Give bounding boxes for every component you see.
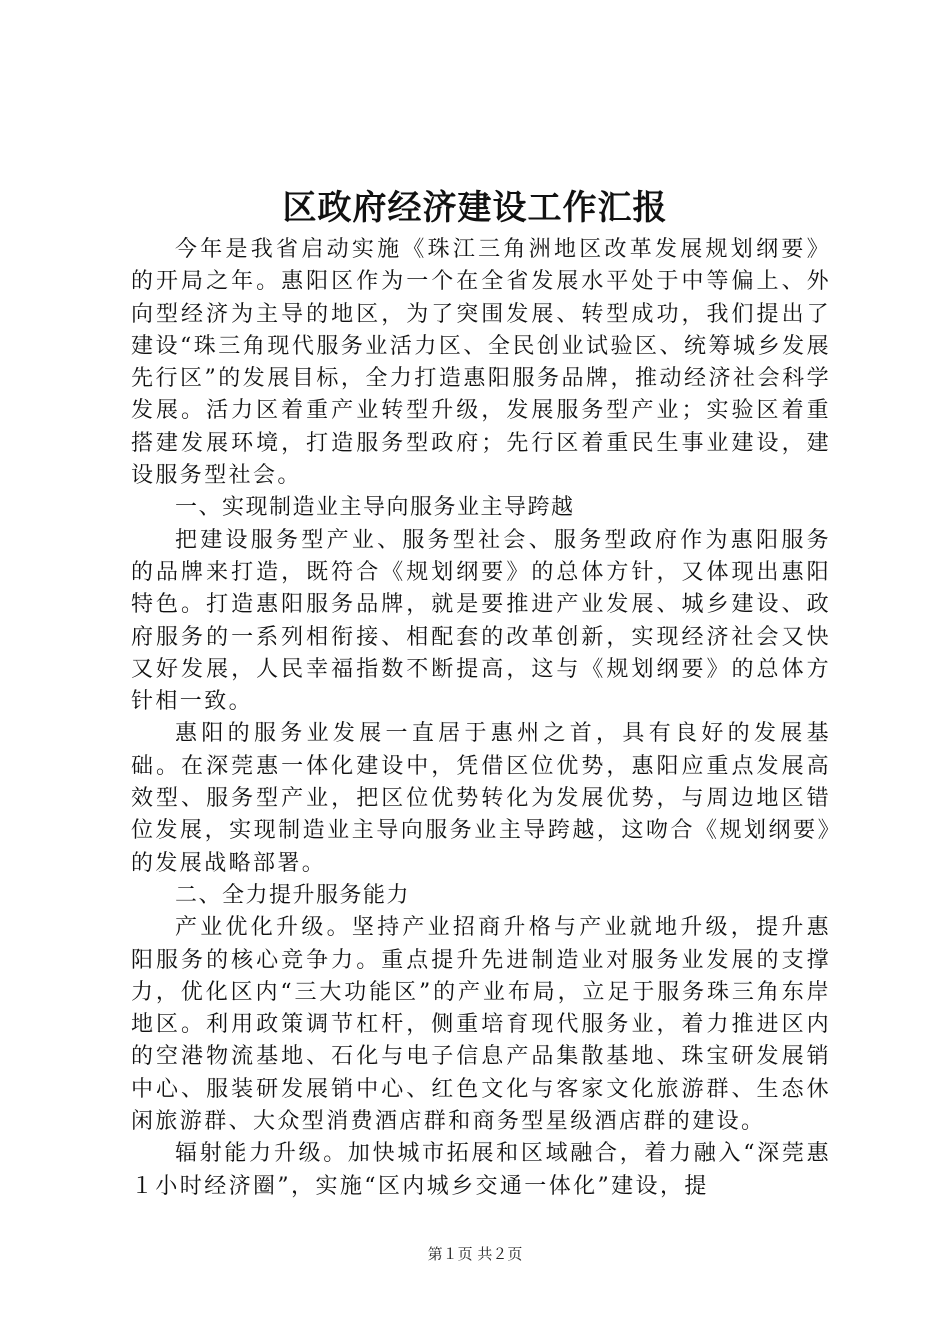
paragraph-industry-upgrade: 产业优化升级。坚持产业招商升格与产业就地升级，提升惠阳服务的核心竞争力。重点提升先进制造业对服务业发展的支撑力，优化区内“三大功能区”的产业布局，立足于服务珠三角东岸地区。利用政策调节杠杆，侧重培育现代服务业，着力推进区内的空港物流基地、石化与电子信息产品集散基地、珠宝研发展销中心、服装研发展销中心、红色文化与客家文化旅游群、生态休闲旅游群、大众型消费酒店群和商务型星级酒店群的建设。 [131, 915, 831, 1135]
paragraph-service-brand: 把建设服务型产业、服务型社会、服务型政府作为惠阳服务的品牌来打造，既符合《规划纲要》的总体方针，又体现出惠阳特色。打造惠阳服务品牌，就是要推进产业发展、城乡建设、政府服务的一系列相衔接、相配套的改革创新，实现经济社会又快又好发展，人民幸福指数不断提高，这与《规划纲要》的总体方针相一致。 [131, 527, 831, 715]
page-number-footer: 第１页 共２页 [427, 1245, 523, 1263]
document-title: 区政府经济建设工作汇报 [282, 188, 668, 228]
document-body [131, 234, 831, 1203]
paragraph-intro: 今年是我省启动实施《珠江三角洲地区改革发展规划纲要》的开局之年。惠阳区作为一个在全省发展水平处于中等偏上、外向型经济为主导的地区，为了突围发展、转型成功，我们提出了建设“珠三角现代服务业活力区、全民创业试验区、统筹城乡发展先行区”的发展目标，全力打造惠阳服务品牌，推动经济社会科学发展。活力区着重产业转型升级，发展服务型产业；实验区着重搭建发展环境，打造服务型政府；先行区着重民生事业建设，建设服务型社会。 [131, 237, 831, 489]
section-heading-2: 二、全力提升服务能力 [175, 882, 411, 908]
paragraph-service-foundation: 惠阳的服务业发展一直居于惠州之首，具有良好的发展基础。在深莞惠一体化建设中，凭借区位优势，惠阳应重点发展高效型、服务型产业，把区位优势转化为发展优势，与周边地区错位发展，实现制造业主导向服务业主导跨越，这吻合《规划纲要》的发展战略部署。 [131, 721, 831, 876]
section-heading-1: 一、实现制造业主导向服务业主导跨越 [175, 495, 575, 521]
paragraph-radiation-upgrade: 辐射能力升级。加快城市拓展和区域融合，着力融入“深莞惠１小时经济圈”，实施“区内城乡交通一体化”建设，提 [131, 1141, 831, 1199]
